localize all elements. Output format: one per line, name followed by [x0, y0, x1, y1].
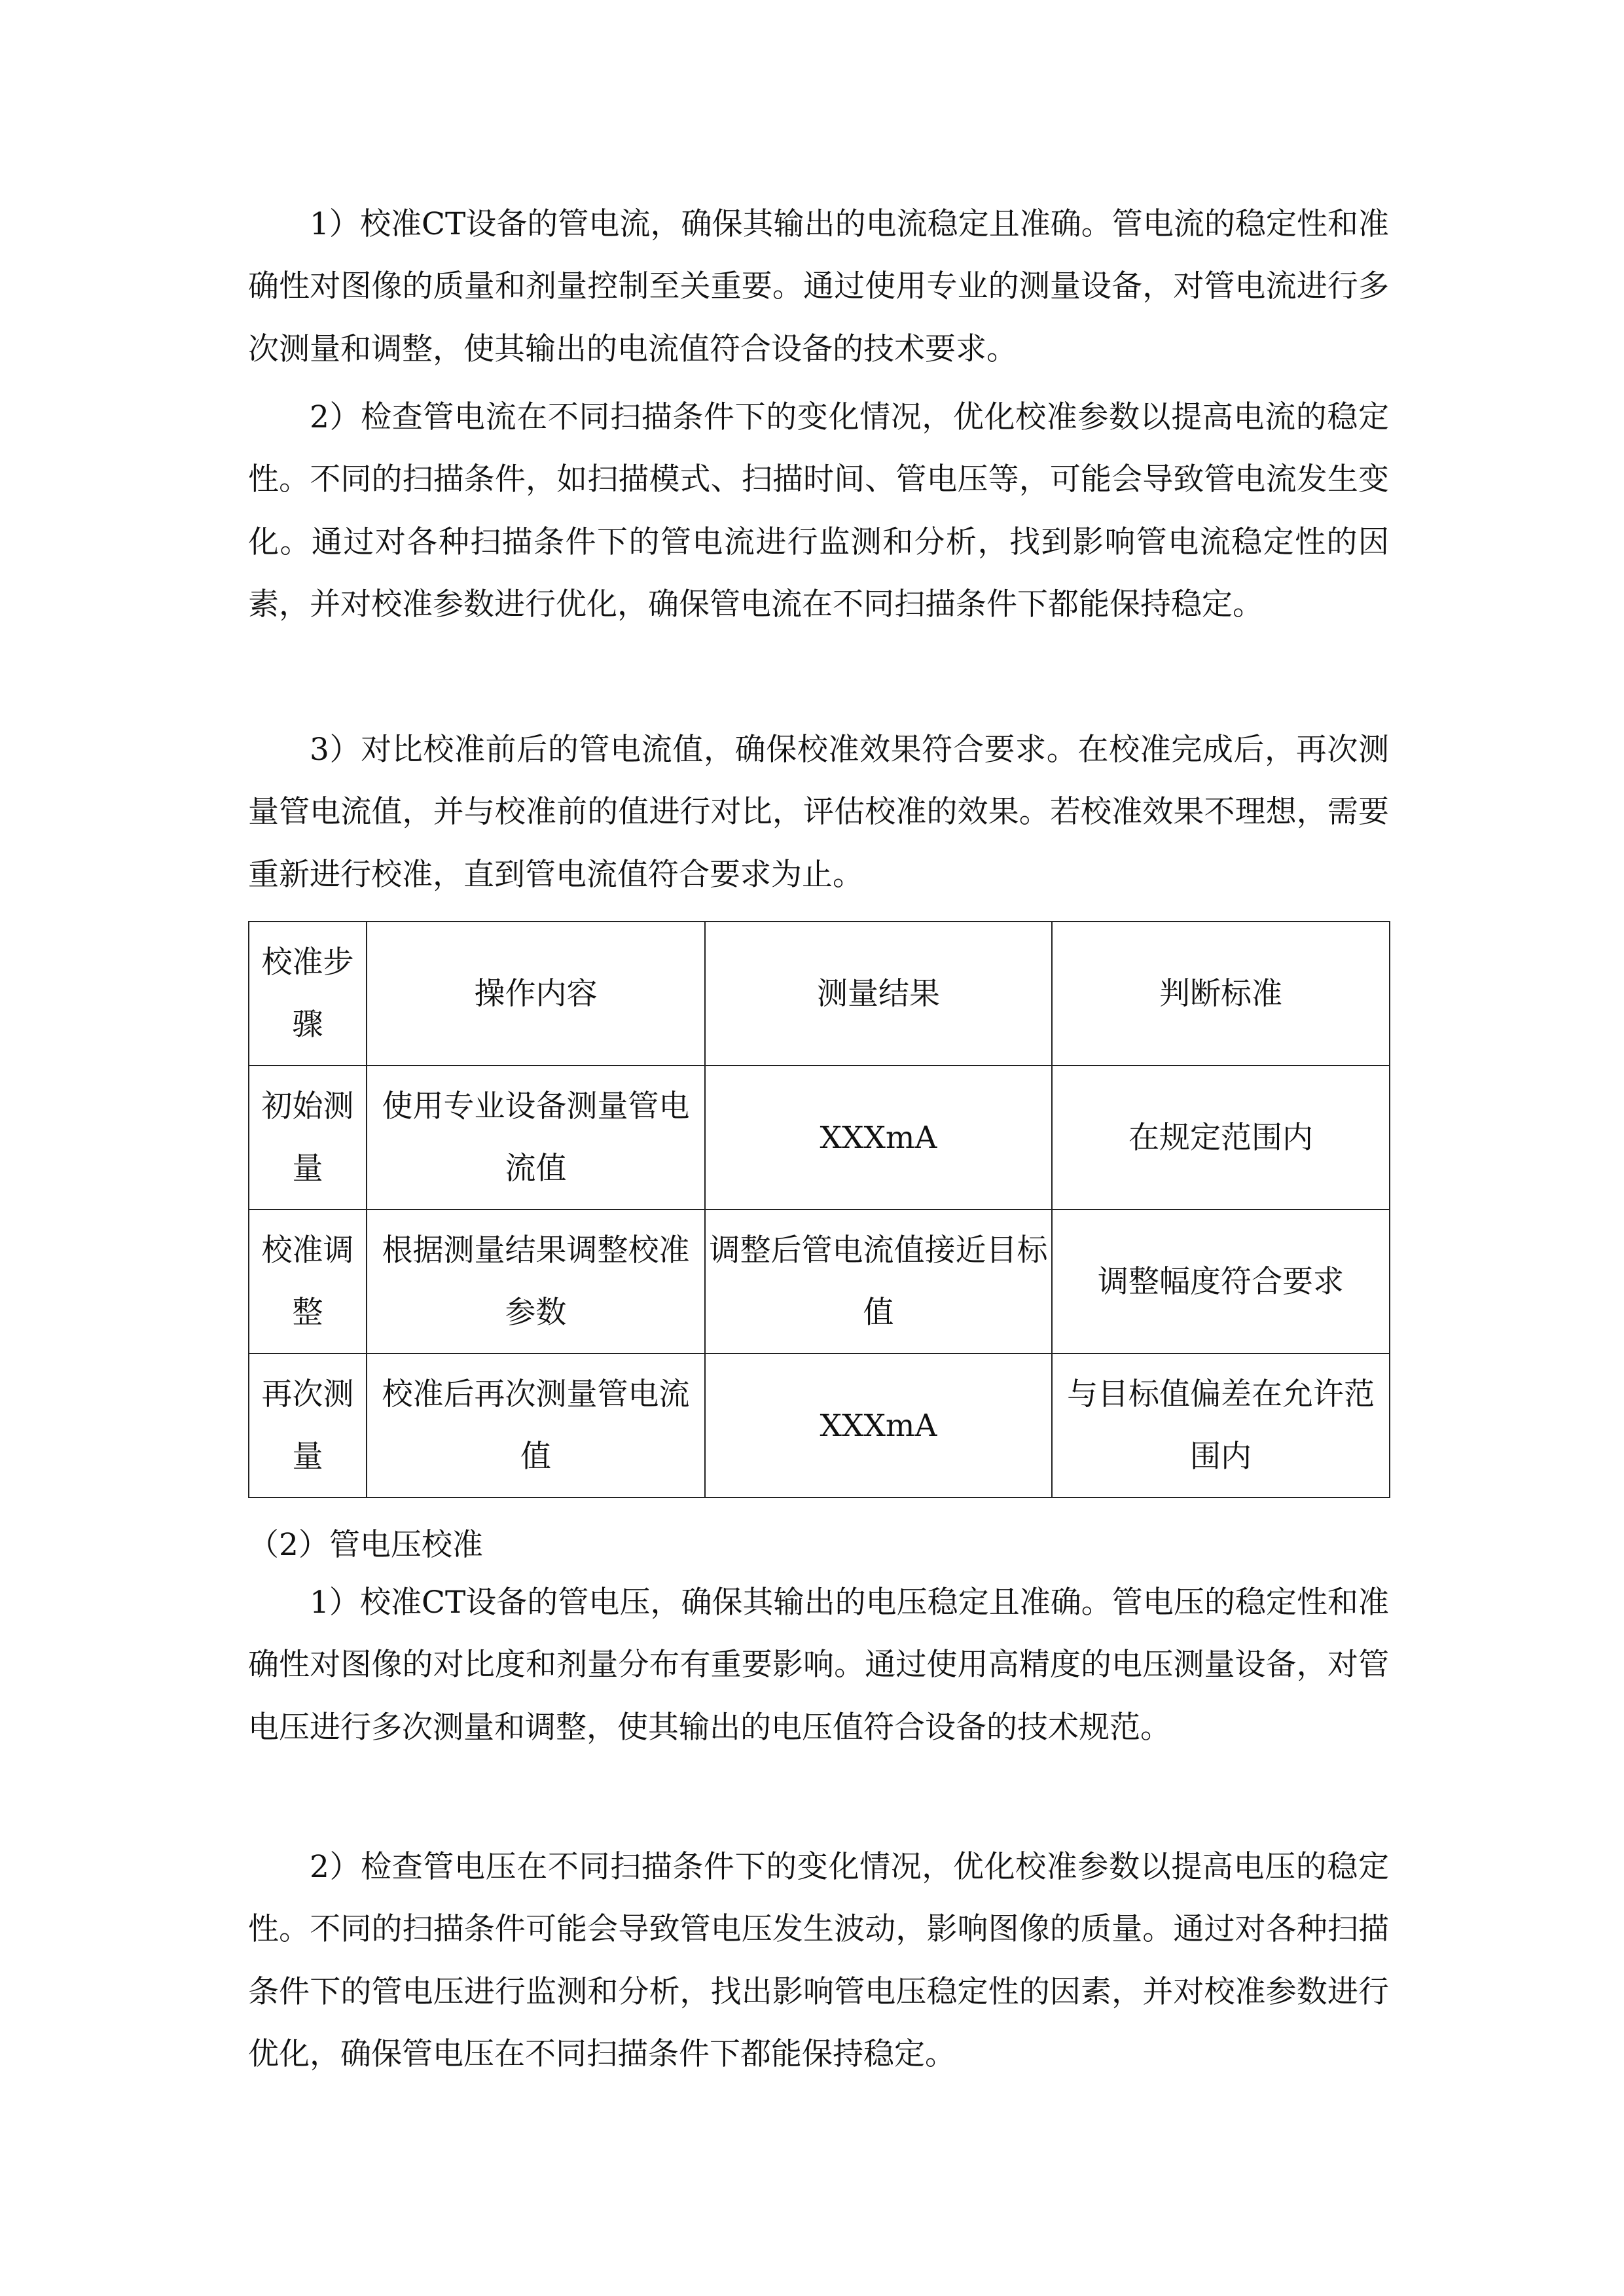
table-cell: 再次测量 [249, 1354, 367, 1498]
table-row [249, 1210, 1390, 1354]
table-header-cell: 操作内容 [367, 922, 705, 1066]
paragraph-voltage-variation: 2）检查管电压在不同扫描条件下的变化情况，优化校准参数以提高电压的稳定性。不同的扫描条件可能会导致管电压发生波动，影响图像的质量。通过对各种扫描条件下的管电压进行监测和分析，找出影响管电压稳定性的因素，并对校准参数进行优化，确保管电压在不同扫描条件下都能保持稳定。 [248, 1849, 1389, 2073]
paragraph-current-comparison: 3）对比校准前后的管电流值，确保校准效果符合要求。在校准完成后，再次测量管电流值，并与校准前的值进行对比，评估校准的效果。若校准效果不理想，需要重新进行校准，直到管电流值符合要求为止。 [248, 732, 1389, 893]
table-cell: 校准后再次测量管电流值 [367, 1354, 705, 1498]
table-cell: 校准调整 [249, 1210, 367, 1354]
paragraph-voltage-calibration: 1）校准CT设备的管电压，确保其输出的电压稳定且准确。管电压的稳定性和准确性对图像的对比度和剂量分布有重要影响。通过使用高精度的电压测量设备，对管电压进行多次测量和调整，使其输出的电压值符合设备的技术规范。 [248, 1585, 1389, 1746]
table-cell: 调整幅度符合要求 [1052, 1210, 1390, 1354]
table-cell: 与目标值偏差在允许范围内 [1052, 1354, 1390, 1498]
table-row [249, 1354, 1390, 1498]
table-cell: XXXmA [705, 1354, 1052, 1498]
table-header-cell: 判断标准 [1052, 922, 1390, 1066]
paragraph-current-variation: 2）检查管电流在不同扫描条件下的变化情况，优化校准参数以提高电流的稳定性。不同的扫描条件，如扫描模式、扫描时间、管电压等，可能会导致管电流发生变化。通过对各种扫描条件下的管电流进行监测和分析，找到影响管电流稳定性的因素，并对校准参数进行优化，确保管电流在不同扫描条件下都能保持稳定。 [248, 399, 1389, 623]
table-header-cell: 测量结果 [705, 922, 1052, 1066]
table-cell: 调整后管电流值接近目标值 [705, 1210, 1052, 1354]
table-cell: 在规定范围内 [1052, 1066, 1390, 1210]
section-heading: （2）管电压校准 [248, 1527, 483, 1563]
paragraph-current-calibration: 1）校准CT设备的管电流，确保其输出的电流稳定且准确。管电流的稳定性和准确性对图像的质量和剂量控制至关重要。通过使用专业的测量设备，对管电流进行多次测量和调整，使其输出的电流值符合设备的技术要求。 [248, 206, 1389, 367]
table-cell: XXXmA [705, 1066, 1052, 1210]
table-cell: 使用专业设备测量管电流值 [367, 1066, 705, 1210]
table-header-cell: 校准步骤 [249, 922, 367, 1066]
table-header-row [249, 922, 1390, 1066]
table-cell: 根据测量结果调整校准参数 [367, 1210, 705, 1354]
calibration-table [248, 921, 1390, 1498]
table-row [249, 1066, 1390, 1210]
table-cell: 初始测量 [249, 1066, 367, 1210]
